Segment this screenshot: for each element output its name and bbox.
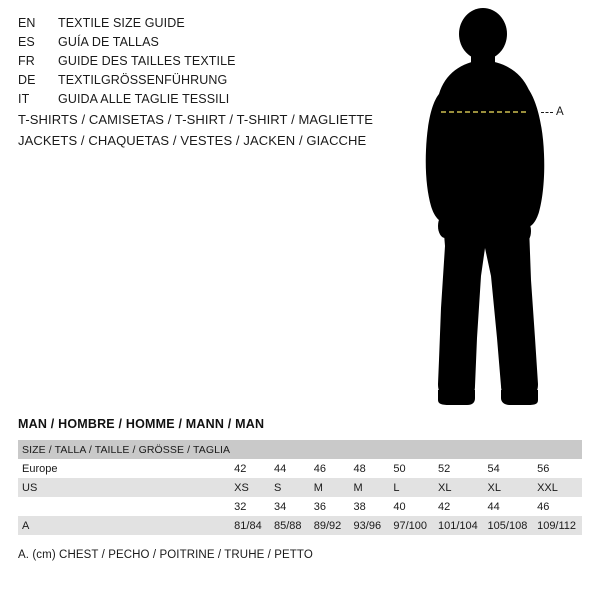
table-header-spacer xyxy=(389,440,434,459)
table-header-label: SIZE / TALLA / TAILLE / GRÖSSE / TAGLIA xyxy=(18,440,230,459)
row-value: 48 xyxy=(350,459,390,478)
table-row xyxy=(18,478,582,497)
language-code: FR xyxy=(18,54,35,68)
row-value: 97/100 xyxy=(389,516,434,535)
row-value: 32 xyxy=(230,497,270,516)
table-row xyxy=(18,459,582,478)
category-jackets: JACKETS / CHAQUETAS / VESTES / JACKEN / GIACCHE xyxy=(18,133,367,148)
language-code: ES xyxy=(18,35,35,49)
row-label: US xyxy=(18,478,230,497)
row-value: 56 xyxy=(533,459,582,478)
row-value: 89/92 xyxy=(310,516,350,535)
row-value: 81/84 xyxy=(230,516,270,535)
language-list xyxy=(18,16,418,111)
row-value: 42 xyxy=(230,459,270,478)
row-value: 40 xyxy=(389,497,434,516)
row-label xyxy=(18,497,230,516)
row-value: XL xyxy=(484,478,534,497)
row-label: Europe xyxy=(18,459,230,478)
row-value: L xyxy=(389,478,434,497)
row-value: 50 xyxy=(389,459,434,478)
language-code: DE xyxy=(18,73,36,87)
row-value: 52 xyxy=(434,459,484,478)
table-header-spacer xyxy=(484,440,534,459)
category-list xyxy=(18,112,438,154)
row-value: 85/88 xyxy=(270,516,310,535)
language-row xyxy=(18,16,418,35)
row-value: S xyxy=(270,478,310,497)
row-value: 44 xyxy=(484,497,534,516)
row-value: 36 xyxy=(310,497,350,516)
row-value: 109/112 xyxy=(533,516,582,535)
language-row xyxy=(18,35,418,54)
table-header-spacer xyxy=(434,440,484,459)
row-value: 38 xyxy=(350,497,390,516)
row-value: XL xyxy=(434,478,484,497)
language-title: TEXTILE SIZE GUIDE xyxy=(58,16,185,30)
language-row xyxy=(18,73,418,92)
language-title: GUIDE DES TAILLES TEXTILE xyxy=(58,54,236,68)
language-row xyxy=(18,54,418,73)
section-heading-man: MAN / HOMBRE / HOMME / MANN / MAN xyxy=(18,417,265,431)
silhouette-svg xyxy=(405,8,600,408)
row-value: 93/96 xyxy=(350,516,390,535)
row-value: XS xyxy=(230,478,270,497)
table-header-spacer xyxy=(230,440,270,459)
language-title: GUIDA ALLE TAGLIE TESSILI xyxy=(58,92,230,106)
row-value: M xyxy=(350,478,390,497)
row-value: 34 xyxy=(270,497,310,516)
table-row xyxy=(18,497,582,516)
category-tshirts: T-SHIRTS / CAMISETAS / T-SHIRT / T-SHIRT / MAGLIETTE xyxy=(18,112,374,127)
measure-leader-line xyxy=(541,112,553,113)
table-header-spacer xyxy=(350,440,390,459)
row-value: 44 xyxy=(270,459,310,478)
male-silhouette-figure xyxy=(405,8,600,408)
language-code: IT xyxy=(18,92,30,106)
row-value: 105/108 xyxy=(484,516,534,535)
row-value: 42 xyxy=(434,497,484,516)
measure-label-a: A xyxy=(556,106,564,118)
footnote-chest: A. (cm) CHEST / PECHO / POITRINE / TRUHE / PETTO xyxy=(18,549,313,561)
language-title: GUÍA DE TALLAS xyxy=(58,35,159,49)
row-value: 54 xyxy=(484,459,534,478)
row-label: A xyxy=(18,516,230,535)
table-header-spacer xyxy=(533,440,582,459)
table-header-spacer xyxy=(310,440,350,459)
row-value: 101/104 xyxy=(434,516,484,535)
language-title: TEXTILGRÖSSENFÜHRUNG xyxy=(58,73,228,87)
language-code: EN xyxy=(18,16,36,30)
table-header-spacer xyxy=(270,440,310,459)
table-row xyxy=(18,516,582,535)
row-value: XXL xyxy=(533,478,582,497)
size-table xyxy=(18,440,582,535)
row-value: M xyxy=(310,478,350,497)
row-value: 46 xyxy=(533,497,582,516)
size-table-wrapper xyxy=(18,440,582,535)
language-row xyxy=(18,92,418,111)
row-value: 46 xyxy=(310,459,350,478)
table-header-row xyxy=(18,440,582,459)
